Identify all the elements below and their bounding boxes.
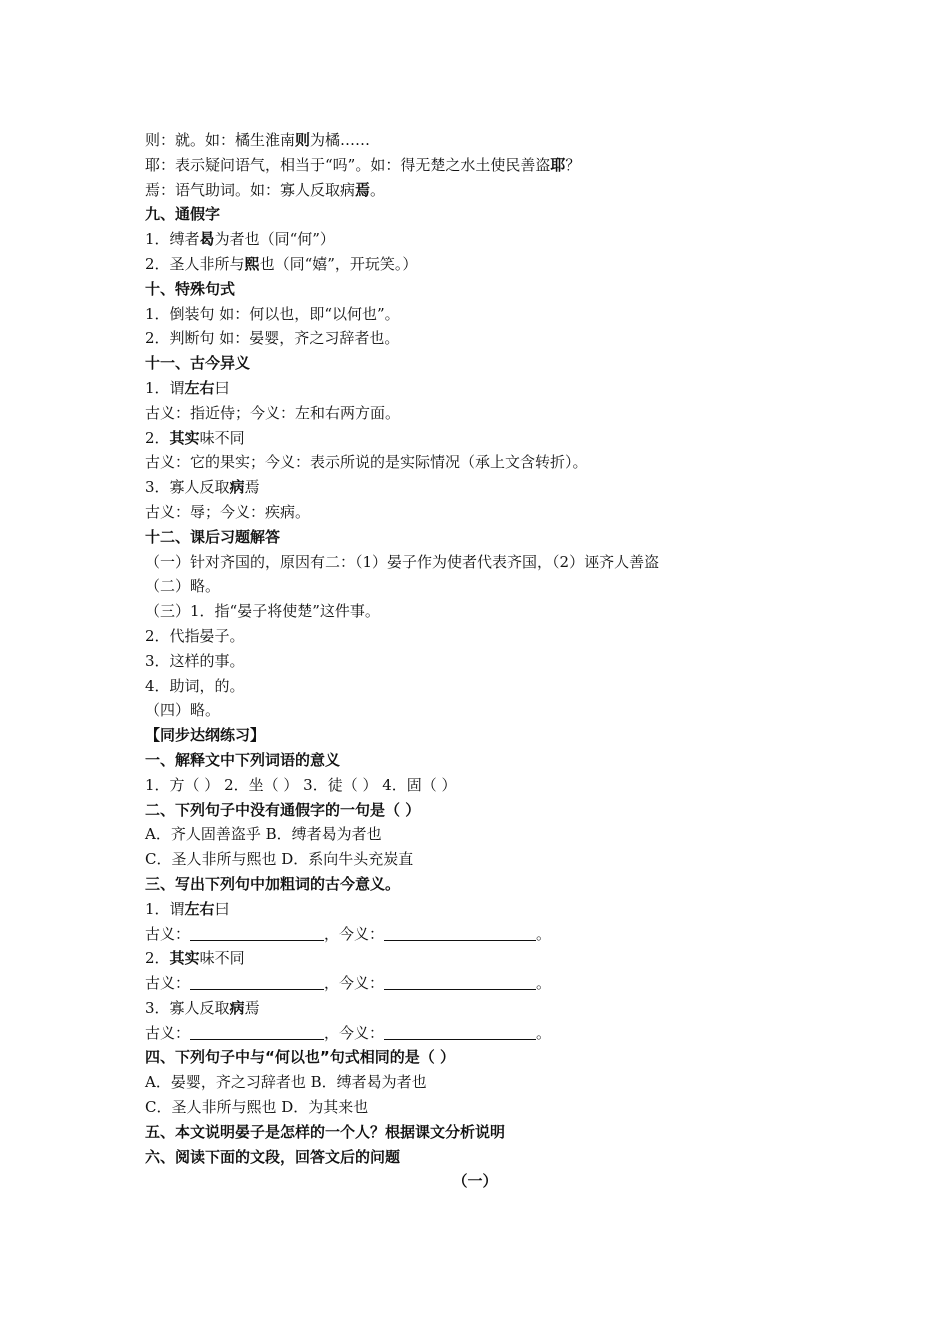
question-heading: 一、解释文中下列词语的意义 <box>145 750 341 769</box>
section-heading: 十、特殊句式 <box>145 279 236 298</box>
answer-blank[interactable] <box>384 975 536 990</box>
answer-blank[interactable] <box>384 926 536 941</box>
text-line: 3．寡人反取病焉 <box>145 998 260 1017</box>
section-heading: 【同步达纲练习】 <box>145 726 266 745</box>
text-line: 2．其实味不同 <box>145 428 245 447</box>
text-line: A．齐人固善盗乎 B．缚者曷为者也 <box>145 825 382 844</box>
fill-blank-line: 古义： ，今义： 。 <box>145 1023 552 1042</box>
text-line: 1．谓左右曰 <box>145 899 230 918</box>
text-line: （四）略。 <box>145 701 221 720</box>
text-line: 古义：它的果实；今义：表示所说的是实际情况（承上文含转折）。 <box>145 453 588 472</box>
text-line: （二）略。 <box>145 577 221 596</box>
text-line: 则：就。如：橘生淮南则为橘…… <box>145 131 371 149</box>
section-heading: 九、通假字 <box>145 205 221 224</box>
question-heading: 六、阅读下面的文段，回答文后的问题 <box>145 1147 401 1166</box>
text-line: 3．寡人反取病焉 <box>145 478 260 497</box>
answer-blank[interactable] <box>190 975 324 990</box>
text-line: 古义：辱；今义：疾病。 <box>145 502 311 521</box>
text-line: C．圣人非所与熙也 D．系向牛头充炭直 <box>145 850 414 869</box>
text-line: 2．代指晏子。 <box>145 626 245 645</box>
fill-blank-line: 古义： ，今义： 。 <box>145 974 552 993</box>
document-page <box>145 128 865 1191</box>
text-line: 古义：指近侍；今义：左和右两方面。 <box>145 403 401 422</box>
text-line: A．晏婴，齐之习辞者也 B．缚者曷为者也 <box>145 1073 427 1092</box>
text-line: 耶：表示疑问语气，相当于“吗”。如：得无楚之水土使民善盗耶？ <box>145 155 581 174</box>
text-line: 2．判断句 如：晏婴，齐之习辞者也。 <box>145 329 400 348</box>
text-line: 1．谓左右曰 <box>145 378 230 397</box>
text-line: （一）针对齐国的，原因有二：（1）晏子作为使者代表齐国，（2）诬齐人善盗 <box>145 552 660 571</box>
text-line: 4．助词，的。 <box>145 676 245 695</box>
question-heading: 五、本文说明晏子是怎样的一个人？根据课文分析说明 <box>145 1122 506 1141</box>
section-heading: 十一、古今异义 <box>145 354 251 373</box>
answer-blank[interactable] <box>384 1025 536 1040</box>
fill-blank-line: 古义： ，今义： 。 <box>145 924 552 943</box>
answer-blank[interactable] <box>190 1025 324 1040</box>
subsection-title: （一） <box>452 1172 498 1191</box>
text-line: 1．缚者曷为者也（同“何”） <box>145 230 335 249</box>
answer-blank[interactable] <box>190 926 324 941</box>
text-line: （三）1．指“晏子将使楚”这件事。 <box>145 602 380 621</box>
text-line: 1．倒装句 如：何以也，即“以何也”。 <box>145 304 400 323</box>
text-line: 3．这样的事。 <box>145 651 245 670</box>
question-heading: 四、下列句子中与“何以也”句式相同的是（ ） <box>145 1048 455 1067</box>
text-line: 2．其实味不同 <box>145 949 245 968</box>
text-line: 1．方（ ） 2．坐（ ） 3．徒（ ） 4．固（ ） <box>145 775 457 794</box>
text-line: 焉：语气助词。如：寡人反取病焉。 <box>145 180 386 199</box>
section-heading: 十二、课后习题解答 <box>145 527 281 546</box>
text-line: C．圣人非所与熙也 D．为其来也 <box>145 1098 369 1117</box>
text-line: 2．圣人非所与熙也（同“嬉”，开玩笑。） <box>145 254 418 273</box>
question-heading: 二、下列句子中没有通假字的一句是（ ） <box>145 800 421 819</box>
question-heading: 三、写出下列句中加粗词的古今意义。 <box>145 874 401 893</box>
